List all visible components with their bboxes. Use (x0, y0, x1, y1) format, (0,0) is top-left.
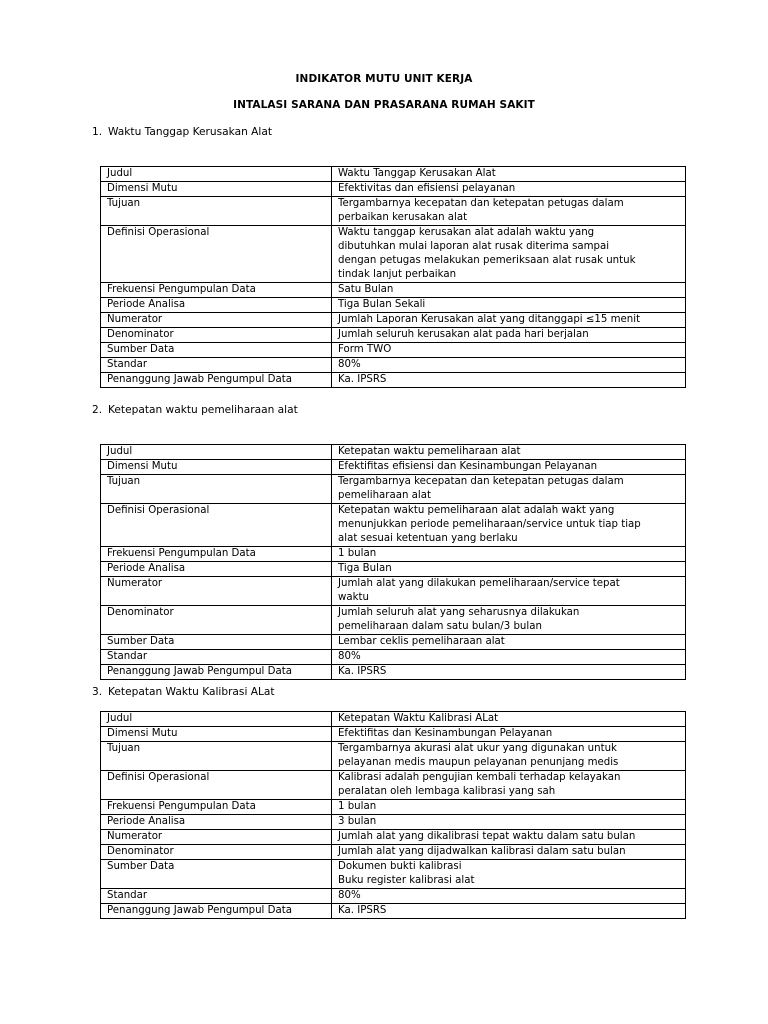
row-label: Judul (101, 445, 332, 460)
row-value-line: Waktu tanggap kerusakan alat adalah waktu yang (338, 227, 595, 238)
row-value (332, 167, 686, 182)
row-value (332, 226, 686, 283)
row-label: Numerator (101, 313, 332, 328)
row-value-line: 80% (338, 890, 361, 901)
row-value-line: Ketepatan waktu pemeliharaan alat (338, 446, 521, 457)
row-label: Dimensi Mutu (101, 460, 332, 475)
section-number: 1. (92, 126, 103, 138)
indicator-table (100, 444, 686, 680)
row-value-line: 3 bulan (338, 816, 377, 827)
row-value-line: Ka. IPSRS (338, 666, 387, 677)
row-value-line: perbaikan kerusakan alat (338, 212, 468, 223)
row-label: Penanggung Jawab Pengumpul Data (101, 373, 332, 388)
row-value (332, 283, 686, 298)
row-label: Definisi Operasional (101, 504, 332, 547)
row-value (332, 547, 686, 562)
row-value-line: Ka. IPSRS (338, 374, 387, 385)
row-label: Numerator (101, 830, 332, 845)
row-value-line: Tergambarnya kecepatan dan ketepatan petugas dalam (338, 476, 624, 487)
section-heading (92, 125, 272, 139)
row-value (332, 577, 686, 606)
row-value (332, 606, 686, 635)
row-value-line: 1 bulan (338, 548, 377, 559)
row-value (332, 830, 686, 845)
table-row (101, 283, 686, 298)
table-row (101, 727, 686, 742)
row-value-line: pemeliharaan dalam satu bulan/3 bulan (338, 621, 542, 632)
row-value-line: dengan petugas melakukan pemeriksaan alat rusak untuk (338, 255, 636, 266)
table-row (101, 343, 686, 358)
table-row (101, 460, 686, 475)
table-row (101, 358, 686, 373)
table-row (101, 815, 686, 830)
table-row (101, 226, 686, 283)
row-label: Tujuan (101, 742, 332, 771)
table-row (101, 298, 686, 313)
row-label: Definisi Operasional (101, 226, 332, 283)
row-label: Judul (101, 712, 332, 727)
table-row (101, 547, 686, 562)
row-value (332, 727, 686, 742)
row-label: Numerator (101, 577, 332, 606)
row-value-line: Tergambarnya akurasi alat ukur yang digunakan untuk (338, 743, 617, 754)
row-value-line: pelayanan medis maupun pelayanan penunjang medis (338, 757, 619, 768)
row-label: Frekuensi Pengumpulan Data (101, 547, 332, 562)
row-value-line: 80% (338, 651, 361, 662)
table-row (101, 830, 686, 845)
row-value-line: Satu Bulan (338, 284, 394, 295)
row-value (332, 475, 686, 504)
row-value (332, 313, 686, 328)
table-row (101, 742, 686, 771)
table-row (101, 373, 686, 388)
section-heading (92, 685, 275, 699)
table-row (101, 328, 686, 343)
table-row (101, 904, 686, 919)
table-row (101, 167, 686, 182)
row-value (332, 182, 686, 197)
row-value-line: Jumlah alat yang dikalibrasi tepat waktu dalam satu bulan (338, 831, 636, 842)
row-label: Frekuensi Pengumpulan Data (101, 283, 332, 298)
row-value (332, 358, 686, 373)
row-value (332, 742, 686, 771)
row-label: Frekuensi Pengumpulan Data (101, 800, 332, 815)
table-row (101, 800, 686, 815)
table-row (101, 845, 686, 860)
row-value-line: Tiga Bulan (338, 563, 392, 574)
section-title: Ketepatan Waktu Kalibrasi ALat (108, 686, 275, 698)
row-label: Penanggung Jawab Pengumpul Data (101, 904, 332, 919)
row-label: Periode Analisa (101, 562, 332, 577)
row-value (332, 665, 686, 680)
row-value-line: Efektifitas dan Kesinambungan Pelayanan (338, 728, 553, 739)
table-row (101, 475, 686, 504)
table-row (101, 650, 686, 665)
document-title: INDIKATOR MUTU UNIT KERJA (295, 73, 473, 85)
row-value-line: 80% (338, 359, 361, 370)
row-value-line: Dokumen bukti kalibrasi (338, 861, 462, 872)
row-value (332, 860, 686, 889)
table-row (101, 197, 686, 226)
row-value (332, 650, 686, 665)
document-subtitle: INTALASI SARANA DAN PRASARANA RUMAH SAKIT (233, 99, 535, 111)
row-value (332, 460, 686, 475)
row-value-line: Jumlah alat yang dijadwalkan kalibrasi dalam satu bulan (338, 846, 626, 857)
table-row (101, 504, 686, 547)
row-label: Dimensi Mutu (101, 727, 332, 742)
row-value-line: Jumlah Laporan Kerusakan alat yang ditanggapi ≤15 menit (338, 314, 641, 325)
table-row (101, 562, 686, 577)
row-label: Denominator (101, 328, 332, 343)
row-label: Definisi Operasional (101, 771, 332, 800)
row-label: Penanggung Jawab Pengumpul Data (101, 665, 332, 680)
row-label: Dimensi Mutu (101, 182, 332, 197)
row-value-line: alat sesuai ketentuan yang berlaku (338, 533, 518, 544)
row-value-line: Buku register kalibrasi alat (338, 875, 475, 886)
row-value (332, 904, 686, 919)
row-value-line: Tergambarnya kecepatan dan ketepatan petugas dalam (338, 198, 624, 209)
row-value-line: Efektifitas efisiensi dan Kesinambungan Pelayanan (338, 461, 598, 472)
row-label: Periode Analisa (101, 298, 332, 313)
row-label: Standar (101, 889, 332, 904)
row-value (332, 800, 686, 815)
row-value (332, 635, 686, 650)
row-value (332, 771, 686, 800)
row-value-line: Ka. IPSRS (338, 905, 387, 916)
section-number: 3. (92, 686, 103, 698)
row-value-line: Jumlah seluruh kerusakan alat pada hari berjalan (338, 329, 589, 340)
row-value-line: Efektivitas dan efisiensi pelayanan (338, 183, 516, 194)
row-label: Standar (101, 650, 332, 665)
table-row (101, 577, 686, 606)
row-value-line: 1 bulan (338, 801, 377, 812)
row-value-line: pemeliharaan alat (338, 490, 431, 501)
row-value (332, 845, 686, 860)
row-label: Tujuan (101, 475, 332, 504)
table-row (101, 860, 686, 889)
row-value (332, 445, 686, 460)
table-row (101, 665, 686, 680)
table-row (101, 889, 686, 904)
row-label: Denominator (101, 606, 332, 635)
row-label: Sumber Data (101, 860, 332, 889)
row-value-line: Lembar ceklis pemeliharaan alat (338, 636, 505, 647)
table-row (101, 445, 686, 460)
row-value-line: waktu (338, 592, 369, 603)
table-row (101, 771, 686, 800)
row-label: Periode Analisa (101, 815, 332, 830)
row-value-line: Kalibrasi adalah pengujian kembali terhadap kelayakan (338, 772, 621, 783)
row-value-line: Ketepatan Waktu Kalibrasi ALat (338, 713, 499, 724)
row-label: Sumber Data (101, 343, 332, 358)
table-row (101, 182, 686, 197)
row-value-line: Jumlah alat yang dilakukan pemeliharaan/service tepat (338, 578, 620, 589)
row-value (332, 197, 686, 226)
section-number: 2. (92, 404, 103, 416)
row-value (332, 815, 686, 830)
table-row (101, 313, 686, 328)
table-row (101, 635, 686, 650)
section-title: Ketepatan waktu pemeliharaan alat (108, 404, 298, 416)
row-value (332, 889, 686, 904)
row-value (332, 712, 686, 727)
row-value-line: peralatan oleh lembaga kalibrasi yang sah (338, 786, 556, 797)
indicator-table (100, 166, 686, 388)
row-label: Denominator (101, 845, 332, 860)
row-value (332, 298, 686, 313)
row-value-line: menunjukkan periode pemeliharaan/service untuk tiap tiap (338, 519, 641, 530)
row-value-line: tindak lanjut perbaikan (338, 269, 457, 280)
row-label: Judul (101, 167, 332, 182)
row-label: Standar (101, 358, 332, 373)
row-value-line: Waktu Tanggap Kerusakan Alat (338, 168, 496, 179)
row-value-line: Tiga Bulan Sekali (338, 299, 426, 310)
row-value (332, 343, 686, 358)
row-value (332, 328, 686, 343)
indicator-table (100, 711, 686, 919)
row-value (332, 562, 686, 577)
row-value (332, 504, 686, 547)
row-value (332, 373, 686, 388)
row-label: Sumber Data (101, 635, 332, 650)
section-heading (92, 403, 298, 417)
row-label: Tujuan (101, 197, 332, 226)
row-value-line: Form TWO (338, 344, 392, 355)
row-value-line: Ketepatan waktu pemeliharaan alat adalah wakt yang (338, 505, 615, 516)
section-title: Waktu Tanggap Kerusakan Alat (108, 126, 272, 138)
row-value-line: Jumlah seluruh alat yang seharusnya dilakukan (338, 607, 580, 618)
table-row (101, 712, 686, 727)
table-row (101, 606, 686, 635)
row-value-line: dibutuhkan mulai laporan alat rusak diterima sampai (338, 241, 610, 252)
